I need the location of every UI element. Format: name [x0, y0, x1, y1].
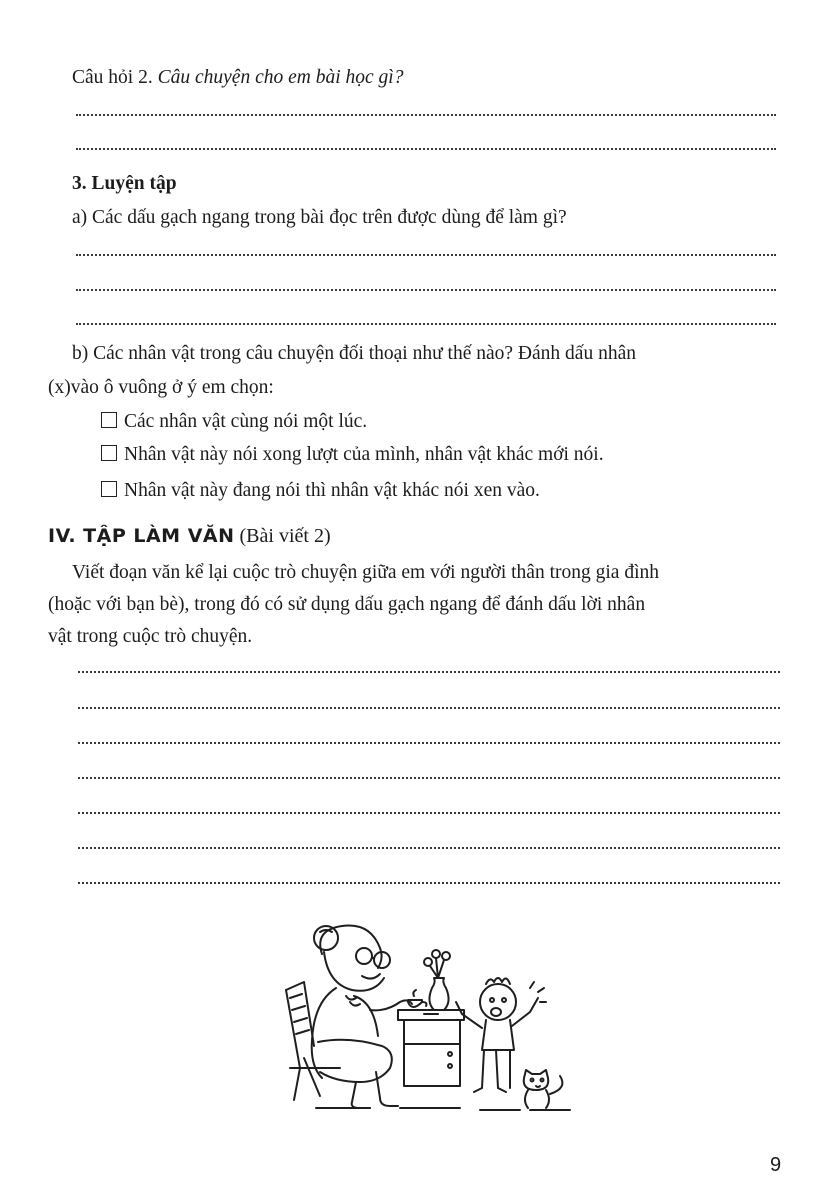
- section-4-subtitle: (Bài viết 2): [239, 525, 331, 547]
- checkbox[interactable]: [101, 445, 117, 461]
- question-3a: a) Các dấu gạch ngang trong bài đọc trên được dùng để làm gì?: [72, 207, 567, 228]
- section-3-heading: 3. Luyện tập: [72, 173, 177, 194]
- writing-line[interactable]: [78, 742, 780, 744]
- writing-line[interactable]: [78, 671, 780, 673]
- writing-line[interactable]: [78, 882, 780, 884]
- cat: [524, 1070, 563, 1108]
- section-4-heading: [48, 525, 331, 548]
- answer-line[interactable]: [76, 254, 776, 256]
- illustration: [280, 918, 580, 1118]
- question-2-label: Câu hỏi 2.: [72, 67, 153, 88]
- prompt-line: (hoặc với bạn bè), trong đó có sử dụng dấu gạch ngang để đánh dấu lời nhân: [48, 594, 646, 615]
- grandmother: [312, 925, 412, 1108]
- section-4-title: IV. TẬP LÀM VĂN: [48, 525, 235, 547]
- question-2: [72, 68, 403, 88]
- writing-line[interactable]: [78, 847, 780, 849]
- option-text: Nhân vật này đang nói thì nhân vật khác nói xen vào.: [124, 480, 540, 501]
- checkbox[interactable]: [101, 481, 117, 497]
- page-number: 9: [770, 1154, 782, 1176]
- answer-line[interactable]: [76, 323, 776, 325]
- writing-line[interactable]: [78, 707, 780, 709]
- question-3b-line-2: (x)vào ô vuông ở ý em chọn:: [48, 377, 274, 398]
- option-text: Các nhân vật cùng nói một lúc.: [124, 411, 368, 432]
- prompt-line: Viết đoạn văn kể lại cuộc trò chuyện giữa em với người thân trong gia đình: [72, 562, 659, 583]
- answer-line[interactable]: [76, 289, 776, 291]
- flower-vase: [424, 950, 450, 1010]
- option-row[interactable]: [101, 481, 540, 501]
- teacup: [408, 990, 427, 1007]
- question-2-text: Câu chuyện cho em bài học gì?: [157, 67, 404, 88]
- option-text: Nhân vật này nói xong lượt của mình, nhân vật khác mới nói.: [124, 444, 604, 465]
- checkbox[interactable]: [101, 412, 117, 428]
- answer-line[interactable]: [76, 148, 776, 150]
- prompt-line: vật trong cuộc trò chuyện.: [48, 626, 253, 647]
- option-row[interactable]: [101, 445, 604, 465]
- floor-line: [316, 1108, 570, 1110]
- question-3b-line-1: b) Các nhân vật trong câu chuyện đối thoại như thế nào? Đánh dấu nhân: [72, 343, 636, 364]
- writing-line[interactable]: [78, 777, 780, 779]
- cabinet: [398, 1010, 464, 1086]
- answer-line[interactable]: [76, 114, 776, 116]
- option-row[interactable]: [101, 412, 367, 432]
- writing-line[interactable]: [78, 812, 780, 814]
